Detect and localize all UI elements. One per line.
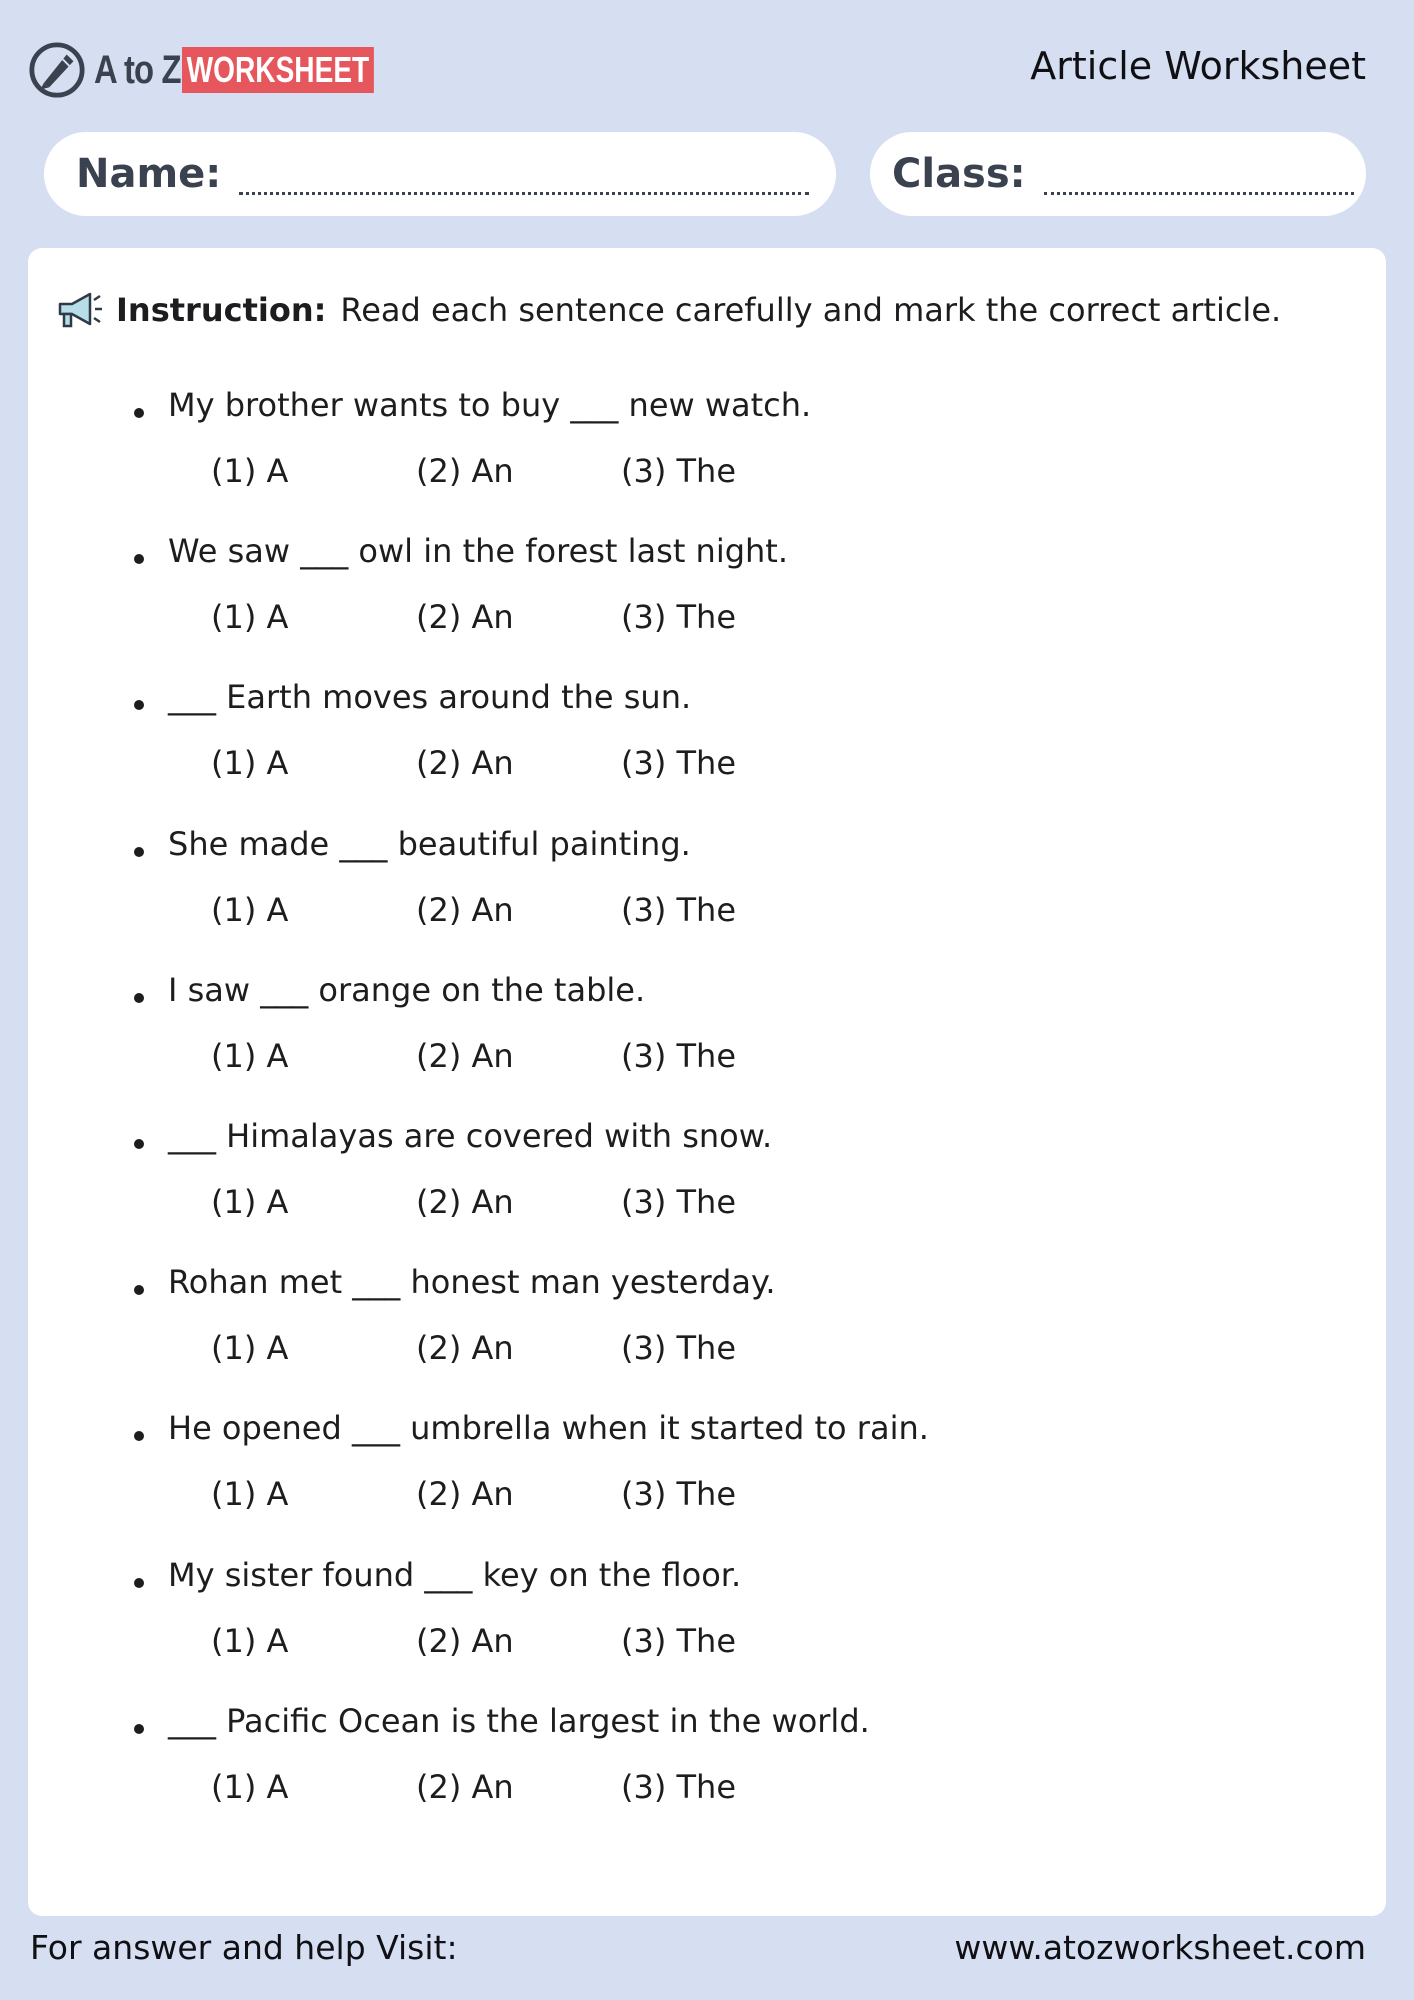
option-a[interactable]: (1) A bbox=[211, 452, 289, 490]
option-the[interactable]: (3) The bbox=[621, 1621, 737, 1660]
option-a[interactable]: (1) A bbox=[211, 1182, 289, 1221]
bullet bbox=[134, 847, 144, 857]
question-item bbox=[28, 971, 1386, 1117]
question-text: My sister found ___ key on the floor. bbox=[168, 1555, 742, 1594]
option-a[interactable]: (1) A bbox=[211, 598, 289, 637]
bullet bbox=[134, 1578, 144, 1588]
megaphone-icon bbox=[56, 288, 104, 332]
question-text: My brother wants to buy ___ new watch. bbox=[168, 386, 812, 424]
option-the[interactable]: (3) The bbox=[621, 744, 737, 783]
question-item bbox=[28, 1702, 1386, 1848]
bullet bbox=[134, 408, 144, 418]
name-input-line[interactable] bbox=[239, 166, 809, 195]
option-an[interactable]: (2) An bbox=[416, 1475, 514, 1514]
question-item bbox=[28, 386, 1386, 532]
question-text: We saw ___ owl in the forest last night. bbox=[168, 532, 789, 571]
footer-help-text: For answer and help Visit: bbox=[30, 1928, 458, 1967]
bullet bbox=[134, 993, 144, 1003]
option-an[interactable]: (2) An bbox=[416, 1036, 514, 1075]
option-an[interactable]: (2) An bbox=[416, 1329, 514, 1368]
option-an[interactable]: (2) An bbox=[416, 452, 514, 490]
question-item bbox=[28, 1263, 1386, 1409]
option-an[interactable]: (2) An bbox=[416, 1182, 514, 1221]
worksheet-card bbox=[28, 248, 1386, 1916]
question-item bbox=[28, 532, 1386, 678]
option-an[interactable]: (2) An bbox=[416, 890, 514, 929]
instruction bbox=[56, 288, 1281, 332]
bullet bbox=[134, 1139, 144, 1149]
option-the[interactable]: (3) The bbox=[621, 1036, 737, 1075]
name-field[interactable] bbox=[44, 132, 836, 216]
question-text: ___ Earth moves around the sun. bbox=[168, 678, 692, 717]
option-an[interactable]: (2) An bbox=[416, 1621, 514, 1660]
option-the[interactable]: (3) The bbox=[621, 452, 737, 490]
question-item bbox=[28, 1409, 1386, 1555]
option-a[interactable]: (1) A bbox=[211, 890, 289, 929]
option-a[interactable]: (1) A bbox=[211, 1475, 289, 1514]
class-input-line[interactable] bbox=[1044, 166, 1354, 195]
question-item bbox=[28, 678, 1386, 824]
question-list bbox=[28, 386, 1386, 1848]
logo-text: A to Z bbox=[94, 47, 181, 92]
class-label: Class: bbox=[892, 151, 1026, 197]
option-a[interactable]: (1) A bbox=[211, 1621, 289, 1660]
question-text: I saw ___ orange on the table. bbox=[168, 970, 646, 1009]
footer-website-link[interactable]: www.atozworksheet.com bbox=[954, 1928, 1366, 1967]
option-the[interactable]: (3) The bbox=[621, 1329, 737, 1368]
question-text: Rohan met ___ honest man yesterday. bbox=[168, 1263, 776, 1302]
question-item bbox=[28, 1117, 1386, 1263]
page-title: Article Worksheet bbox=[1030, 44, 1366, 88]
question-item bbox=[28, 1556, 1386, 1702]
option-the[interactable]: (3) The bbox=[621, 1475, 737, 1514]
bullet bbox=[134, 700, 144, 710]
site-logo bbox=[28, 38, 428, 102]
instruction-label: Instruction: bbox=[116, 291, 327, 329]
option-an[interactable]: (2) An bbox=[416, 744, 514, 783]
question-text: ___ Himalayas are covered with snow. bbox=[168, 1116, 773, 1155]
bullet bbox=[134, 1724, 144, 1734]
option-the[interactable]: (3) The bbox=[621, 1182, 737, 1221]
name-label: Name: bbox=[76, 151, 222, 197]
question-item bbox=[28, 825, 1386, 971]
pencil-logo-icon bbox=[28, 41, 86, 99]
option-the[interactable]: (3) The bbox=[621, 598, 737, 637]
question-text: ___ Pacific Ocean is the largest in the world. bbox=[168, 1701, 870, 1740]
option-the[interactable]: (3) The bbox=[621, 1767, 737, 1806]
option-a[interactable]: (1) A bbox=[211, 1036, 289, 1075]
option-the[interactable]: (3) The bbox=[621, 890, 737, 929]
option-a[interactable]: (1) A bbox=[211, 1767, 289, 1806]
option-a[interactable]: (1) A bbox=[211, 1329, 289, 1368]
option-an[interactable]: (2) An bbox=[416, 598, 514, 637]
question-text: She made ___ beautiful painting. bbox=[168, 824, 691, 863]
question-text: He opened ___ umbrella when it started to rain. bbox=[168, 1409, 929, 1448]
bullet bbox=[134, 1431, 144, 1441]
option-an[interactable]: (2) An bbox=[416, 1767, 514, 1806]
instruction-text: Read each sentence carefully and mark the correct article. bbox=[340, 291, 1282, 329]
bullet bbox=[134, 1285, 144, 1295]
logo-badge: WORKSHEET bbox=[182, 47, 374, 93]
class-field[interactable] bbox=[870, 132, 1366, 216]
option-a[interactable]: (1) A bbox=[211, 744, 289, 783]
bullet bbox=[134, 554, 144, 564]
